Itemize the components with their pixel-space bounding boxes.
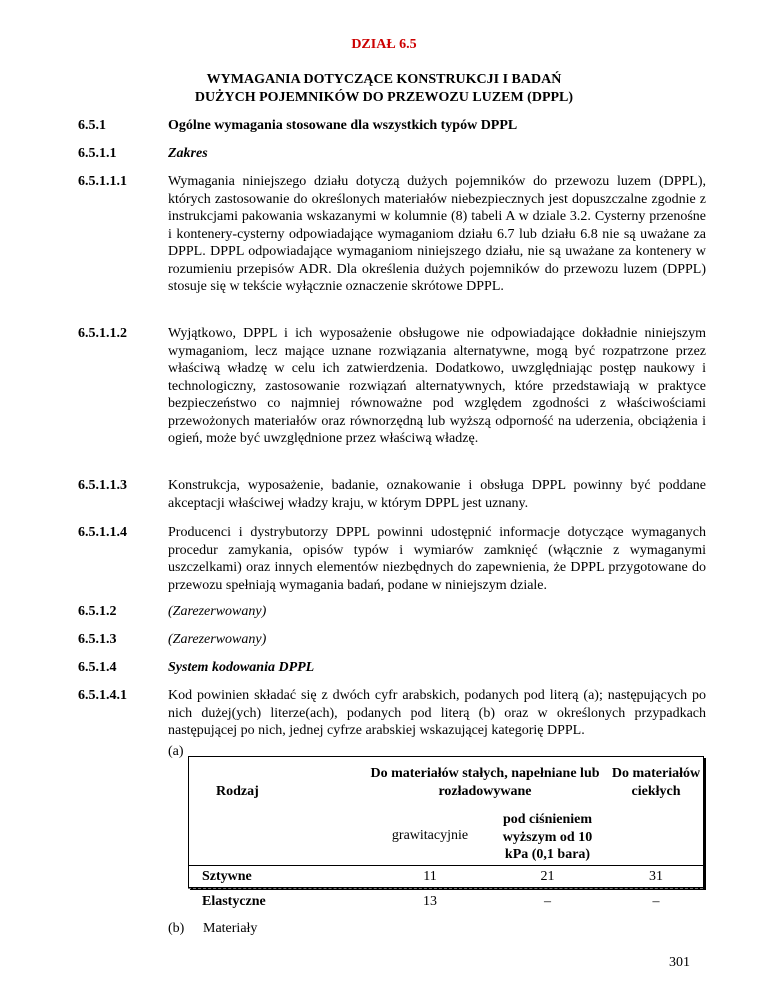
- section-number: 6.5.1.3: [78, 632, 117, 647]
- subheader-pressure: pod ciśnieniem wyższym od 10 kPa (0,1 bara): [502, 812, 593, 862]
- section-number: 6.5.1.4: [78, 660, 117, 675]
- section-6-5-1-1-2: [78, 325, 706, 448]
- section-heading: Ogólne wymagania stosowane dla wszystkich typów DPPL: [168, 118, 518, 133]
- header-solids: Do materiałów stałych, napełniane lub rozładowywane: [370, 766, 600, 799]
- section-number: 6.5.1.1.2: [78, 326, 127, 341]
- subheader-gravity: grawitacyjnie: [391, 828, 469, 843]
- section-number: 6.5.1.1.1: [78, 174, 127, 189]
- section-heading: Zakres: [168, 146, 208, 161]
- row-liquids: –: [652, 894, 660, 909]
- header-divider: [188, 865, 703, 866]
- page-number: 301: [669, 955, 690, 970]
- table-marker-a: (a): [168, 744, 184, 759]
- section-number: 6.5.1.4.1: [78, 688, 127, 703]
- section-paragraph: Wymagania niniejszego działu dotyczą dużych pojemników do przewozu luzem (DPPL), których zastosowanie do określonych materiałów niebezpiecznych jest dopuszczalne zgodnie z instrukcjami pakowania wskazanymi w kolumnie (8) tabeli A w dziale 3.2. Cysterny przenośne i kontenery-cysterny odpowiadające wymaganiom działu 6.7 lub działu 6.8 nie są uważane za DPPL. DPPL odpowiadające wymaganiom niniejszego działu, nie są uważane za kontenery w rozumieniu przepisów ADR. Dla określenia dużych pojemników do przewozu luzem (DPPL) stosuje się w tekście wyłącznie oznaczenie skrótowe DPPL.: [168, 174, 706, 294]
- section-number: 6.5.1: [78, 118, 106, 133]
- row-pressure: –: [544, 894, 551, 909]
- section-6-5-1-4-1: [78, 687, 706, 740]
- row-liquids: 31: [649, 869, 663, 884]
- section-paragraph: Wyjątkowo, DPPL i ich wyposażenie obsługowe nie odpowiadające dokładnie niniejszym wymaganiom, lecz mające uznane rozwiązania alternatywne, mogą być rozpatrzone przez właściwą władzę w celu ich zatwierdzenia. Dodatkowo, uwzględniając postęp naukowy i technologiczny, zastosowanie rozwiązań alternatywnych, które przedstawiają w praktyce bezpieczeństwo co najmniej równoważne pod względem zgodności z właściwościami przewożonych materiałów oraz równorzędną lub wyższą odporność na uderzenia, obciążenia i ogień, może być uwzględnione przez właściwą władzę.: [168, 326, 706, 446]
- section-number: 6.5.1.1.3: [78, 478, 127, 493]
- row-gravity: 13: [423, 894, 437, 909]
- row-type: Elastyczne: [202, 894, 266, 909]
- section-6-5-1-1-4: [78, 524, 706, 594]
- chapter-heading-line-1: WYMAGANIA DOTYCZĄCE KONSTRUKCJI I BADAŃ: [206, 72, 562, 87]
- materials-title: Materiały: [203, 921, 258, 936]
- chapter-heading-line-2: DUŻYCH POJEMNIKÓW DO PRZEWOZU LUZEM (DPPL): [194, 89, 574, 105]
- section-6-5-1-3: [78, 631, 706, 649]
- section-number: 6.5.1.1.4: [78, 525, 127, 540]
- materials-marker-b: (b): [168, 921, 185, 936]
- section-number: 6.5.1.2: [78, 604, 117, 619]
- section-6-5-1: [78, 117, 706, 135]
- row-gravity: 11: [423, 869, 437, 884]
- section-6-5-1-2: [78, 603, 706, 621]
- row-pressure: 21: [540, 869, 555, 884]
- section-heading: System kodowania DPPL: [168, 660, 315, 675]
- section-paragraph: Kod powinien składać się z dwóch cyfr arabskich, podanych pod literą (a); następujących po nich dużej(ych) literze(ach), podanych pod literą (b) oraz w określonych przypadkach następującej po nich, jednej cyfrze arabskiej wskazującej kategorię DPPL.: [168, 688, 706, 738]
- section-6-5-1-1: [78, 145, 706, 163]
- section-6-5-1-1-3: [78, 477, 706, 512]
- section-paragraph: Konstrukcja, wyposażenie, badanie, oznakowanie i obsługa DPPL powinny być poddane akceptacji właściwej władzy kraju, w którym DPPL jest uznany.: [168, 478, 706, 511]
- section-6-5-1-4: [78, 659, 706, 677]
- section-paragraph: (Zarezerwowany): [168, 604, 267, 619]
- division-title: DZIAŁ 6.5: [351, 37, 417, 52]
- section-paragraph: (Zarezerwowany): [168, 632, 267, 647]
- header-type: Rodzaj: [216, 784, 259, 799]
- section-paragraph: Producenci i dystrybutorzy DPPL powinni udostępnić informacje dotyczące wymaganych procedur zamykania, opisów typów i wymiarów zamknięć (włącznie z wymaganymi uszczelkami) oraz innych elementów niezbędnych do zapewnienia, że DPPL przygotowane do przewozu spełniają wymagania badań, podane w niniejszym dziale.: [168, 525, 706, 593]
- row-divider: [188, 888, 703, 889]
- header-liquids: Do materiałów ciekłych: [611, 766, 701, 799]
- section-number: 6.5.1.1: [78, 146, 117, 161]
- section-6-5-1-1-1: [78, 173, 706, 296]
- row-type: Sztywne: [202, 869, 252, 884]
- chapter-heading: [0, 71, 768, 106]
